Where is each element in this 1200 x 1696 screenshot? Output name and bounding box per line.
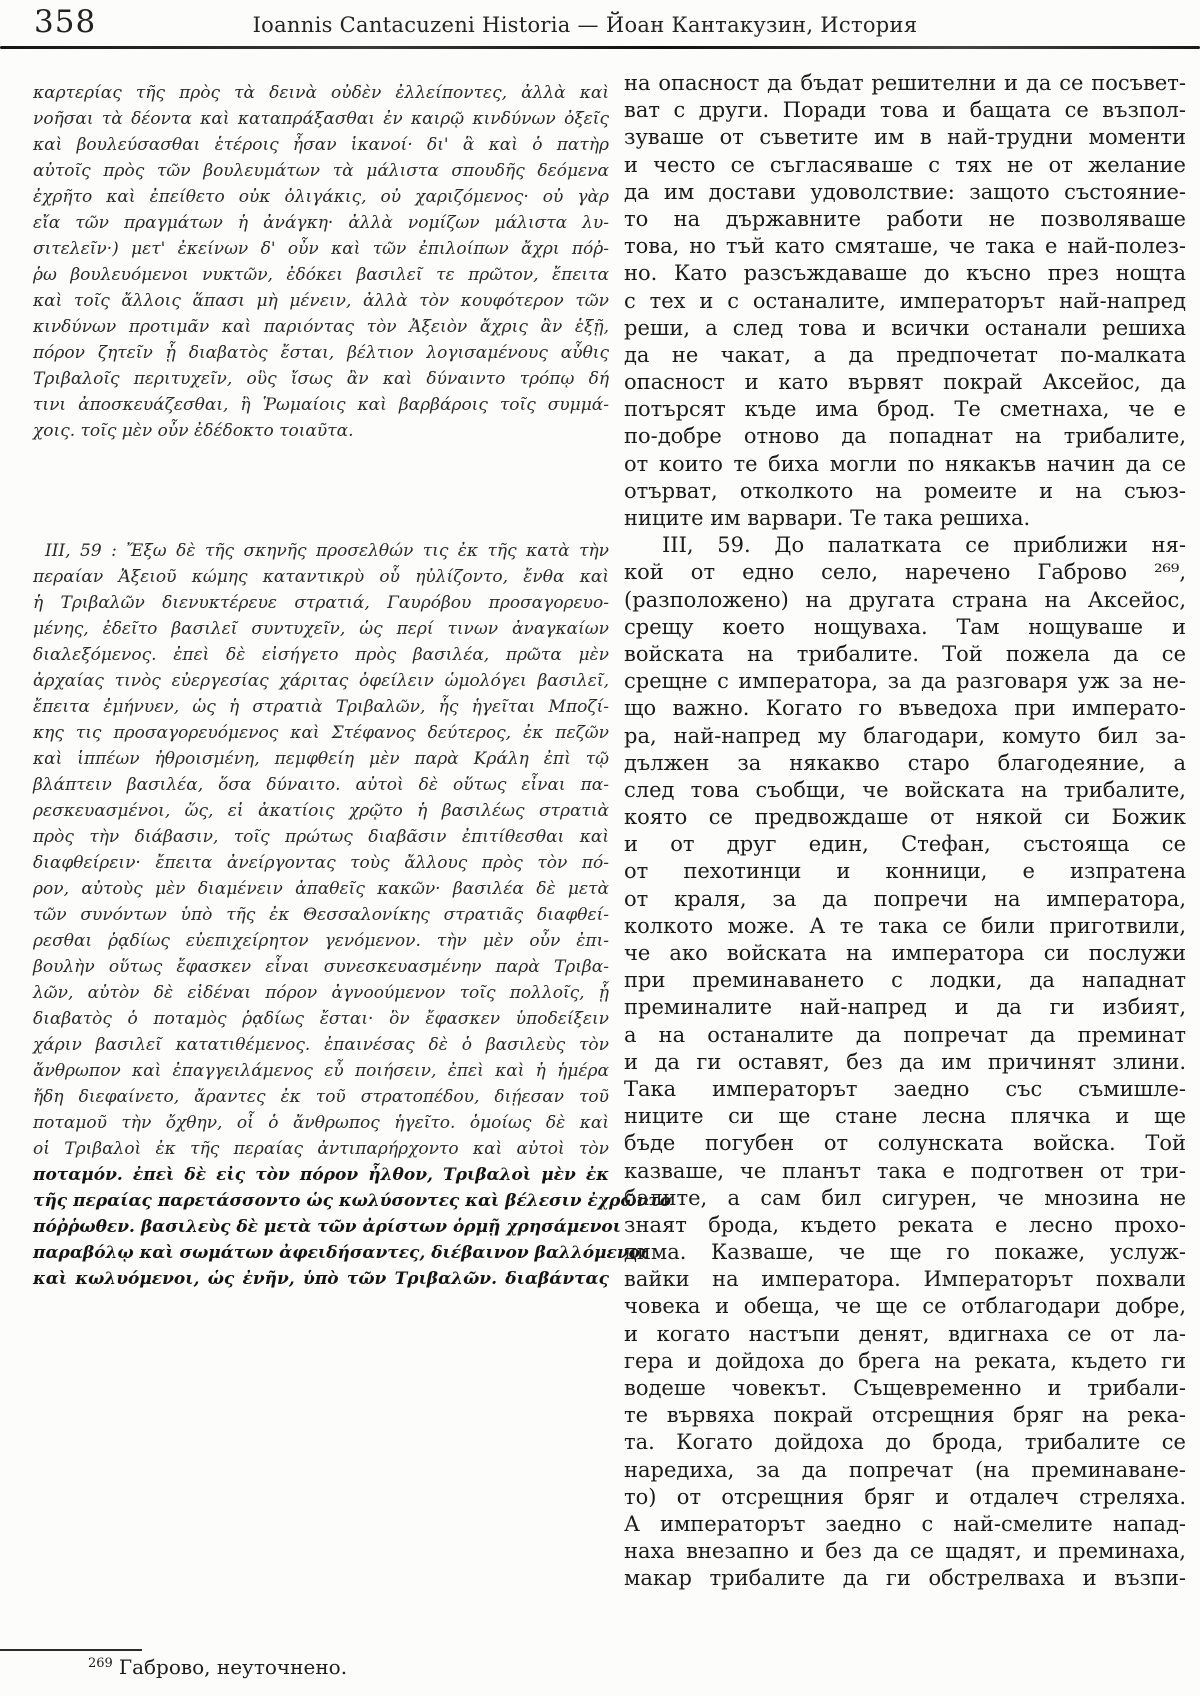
text-line: ниците си ще стане лесна плячка и ще (624, 1104, 1186, 1129)
text-line: ποταμοῦ τὴν ὄχθην, οἷ ὁ ἄνθρωπος ἡγεῖτο. ὁμοίως δὲ καὶ (33, 1113, 609, 1133)
text-line: опасност и като вървят покрай Аксейос, да (624, 370, 1186, 395)
page-number: 358 (34, 4, 97, 40)
bulgarian-text-column (624, 70, 1186, 1593)
text-line: πόρον ζητεῖν ᾗ διαβατὸς ἔσται, βέλτιον λογισαμένους αὖθις (33, 343, 609, 363)
text-line: χοις. τοῖς μὲν οὖν ἐδέδοκτο τοιαῦτα. (33, 421, 354, 441)
greek-text-column (33, 80, 672, 1292)
footnote-marker: 269 (88, 1656, 113, 1671)
text-line: Така императорът заедно със съмишле- (624, 1076, 1186, 1101)
text-line: ἡ Τριβαλῶν διενυκτέρευε στρατιά, Γαυρόβου προσαγορευο- (33, 593, 609, 613)
text-line: но. Като разсъждаваше до късно през нощта (624, 261, 1186, 286)
text-line: αὐτοῖς πρὸς τῶν βουλευμάτων τὰ μάλιστα σπουδῆς δεόμενα (33, 161, 609, 181)
text-line: (разположено) на другата страна на Аксейос, (624, 587, 1186, 612)
text-line: то на държавните работи не позволяваше (624, 206, 1186, 231)
bulgarian-paragraph-continuation (624, 70, 1186, 532)
text-line: вайки на императора. Императорът похвали (624, 1267, 1186, 1292)
text-line: която се предвождаше от някой си Божик (624, 805, 1186, 830)
text-line: χάριν βασιλεῖ κατατιθέμενος. ἐπαινέσας δὲ ὁ βασιλεὺς τὸν (33, 1035, 609, 1055)
text-line: от пехотинци и конници, е изпратена (624, 859, 1186, 884)
text-line: ἔπειτα ἐμήνυεν, ὡς ἡ στρατιὰ Τριβαλῶν, ἧς ἡγεῖται Μποζί- (33, 697, 609, 717)
text-line: ἀρχαίας τινὸς εὐεργεσίας χάριτας ὀφείλειν ὡμολόγει βασιλεῖ, (33, 671, 609, 691)
greek-paragraph-continuation (33, 80, 609, 444)
text-line: те вървяха покрай отсрещния бряг на река- (624, 1403, 1186, 1428)
text-line: ποταμόν. ἐπεὶ δὲ εἰς τὸν πόρον ἦλθον, Τριβαλοὶ μὲν ἐκ (33, 1165, 609, 1185)
text-line: водеше човекът. Същевременно и трибали- (624, 1376, 1186, 1400)
text-line: и когато настъпи денят, вдигнаха се от ла- (624, 1321, 1186, 1346)
text-line: знаят брода, където реката е лесно прохо- (624, 1212, 1186, 1237)
text-line: ἄνθρωπον καὶ ἐπαγγειλάμενος εὖ ποιήσειν, ἐπεὶ καὶ ἡ ἡμέρα (33, 1061, 609, 1081)
text-line: βλάπτειν βασιλέα, ὅσα δύναιτο. αὐτοὶ δὲ οὕτως εἶναι πα- (33, 775, 609, 795)
text-line: ρον, αὐτοὺς μὲν διαμένειν ἀπαθεῖς κακῶν· βασιλέα δὲ μετὰ (33, 879, 609, 899)
text-line: πρὸς τὴν διάβασιν, τοῖς πρώτως διαβᾶσιν ἐπιτίθεσθαι καὶ (33, 827, 609, 847)
text-line: балите, а сам бил сигурен, че мнозина не (624, 1185, 1186, 1210)
text-line: τῆς περαίας παρετάσσοντο ὡς κωλύσοντες καὶ βέλεσιν ἐχρῶντο (33, 1191, 672, 1211)
text-line: потърсят къде има брод. Те сметнаха, че е (624, 397, 1186, 422)
text-line: κινδύνων προτιμᾶν καὶ παριόντας τὸν Ἀξειὸν ἄχρις ἂν ἑξῇ, (33, 317, 609, 337)
text-line: че ако войската на императора си послужи (624, 941, 1186, 965)
text-line: καὶ τοῖς ἄλλοις ἅπασι μὴ μένειν, ἀλλὰ τὸν κουφότερον τῶν (33, 291, 609, 311)
text-line: ῥω βουλευόμενοι νυκτῶν, ἐδόκει βασιλεῖ τε πρῶτον, ἔπειτα (33, 265, 609, 285)
text-line: А императорът заедно с най-смелите напад- (624, 1511, 1186, 1536)
text-line: наха внезапно и без да се щадят, и преминаха, (624, 1539, 1186, 1564)
text-line: бъде погубен от солунската войска. Той (624, 1131, 1186, 1156)
text-line: βουλὴν οὕτως ἔφασκεν εἶναι συνεσκευασμένην παρὰ Τριβα- (33, 957, 609, 977)
text-line: παραβόλῳ καὶ σωμάτων ἀφειδήσαντες, διέβαινον βαλλόμενοι (33, 1243, 649, 1263)
text-line: при преминаването с лодки, да нападнат (624, 968, 1186, 993)
text-line: по-добре отново да попаднат на трибалите, (624, 424, 1186, 449)
bulgarian-paragraph-iii-59 (624, 532, 1186, 1592)
text-line: ρεσθαι ῥᾳδίως εὐεπιχείρητον γενόμενον. τὴν μὲν οὖν ἐπι- (33, 931, 609, 951)
text-line: реши, а след това и всички останали решиха (624, 315, 1186, 340)
text-line: καὶ κωλυόμενοι, ὡς ἐνῆν, ὑπὸ τῶν Τριβαλῶν. διαβάντας (33, 1269, 609, 1289)
text-line: καρτερίας τῆς πρὸς τὰ δεινὰ οὐδὲν ἐλλείποντες, ἀλλὰ καὶ (33, 83, 609, 103)
text-line: кой от едно село, наречено Габрово ²⁶⁹, (624, 560, 1186, 585)
text-line: войската на трибалите. Той пожела да се (624, 641, 1186, 666)
text-line: и от друг един, Стефан, състояща се (624, 832, 1186, 857)
text-line: περαίαν Ἀξειοῦ κώμης καταντικρὺ οὗ ηὐλίζοντο, ἔνθα καὶ (33, 567, 609, 587)
text-line: τῶν συνόντων ὑπὸ τῆς ἐκ Θεσσαλονίκης στρατιᾶς διαφθεί- (33, 905, 609, 925)
text-line: III, 59 : Ἔξω δὲ τῆς σκηνῆς προσελθών τις ἐκ τῆς κατὰ τὴν (45, 541, 609, 561)
footnote-rule (0, 1649, 142, 1651)
text-line: от краля, за да попречи на императора, (624, 886, 1186, 911)
text-line: наредиха, за да попречат (на преминаване- (624, 1457, 1186, 1482)
text-line: κης τις προσαγορευόμενος καὶ Στέφανος δεύτερος, ἐκ πεζῶν (33, 723, 609, 743)
text-line: дима. Казваше, че ще го покаже, услуж- (624, 1240, 1186, 1265)
text-line: εἴα τῶν πραγμάτων ἡ ἀνάγκη· ἀλλὰ νομίζων μάλιστα λυ- (33, 213, 609, 233)
text-line: дължен за някакво старо благодеяние, а (624, 750, 1186, 775)
text-line: а на останалите да попречат да преминат (624, 1022, 1186, 1047)
text-line: колкото може. А те така се били приготвили, (624, 913, 1186, 938)
text-line: οἱ Τριβαλοὶ ἐκ τῆς περαίας ἀντιπαρήρχοντο καὶ αὐτοὶ τὸν (33, 1139, 609, 1159)
text-line: и често се съгласяваше с тях не от желание (624, 152, 1186, 177)
text-line: διαβατὸς ὁ ποταμὸς ῥᾳδίως ἔσται· ὃν ἔφασκεν ὑποδείξειν (33, 1009, 609, 1029)
text-line: това, но тъй като смяташе, че така е най-полез- (624, 234, 1186, 259)
text-line: човека и обеща, че ще се отблагодари добре, (624, 1294, 1186, 1319)
text-line: срещне с императора, за да разговаря уж за не- (624, 669, 1186, 694)
text-line: διαφθείρειν· ἔπειτα ἀνείργοντας τοὺς ἄλλους πρὸς τὸν πό- (33, 853, 609, 873)
running-header-title: Ioannis Cantacuzeni Historia — Йоан Кантакузин, История (252, 13, 918, 37)
text-line: διαλεξόμενος. ἐπεὶ δὲ εἰσήγετο πρὸς βασιλέα, πρῶτα μὲν (33, 645, 609, 665)
footnote-text: Габрово, неуточнено. (118, 1655, 348, 1679)
text-line: макар трибалите да ги обстрелваха и възпи- (624, 1566, 1186, 1591)
text-line: зуваше от съветите им в най-трудни моменти (624, 125, 1186, 150)
text-line: срещу което нощуваха. Там нощуваше и (624, 614, 1186, 639)
greek-paragraph-iii-59 (33, 538, 672, 1292)
text-line: то) от отсрещния бряг и отдалеч стреляха. (624, 1484, 1186, 1509)
text-line: и да ги оставят, без да им причинят злини. (624, 1049, 1186, 1074)
text-line: ниците им варвари. Те така решиха. (624, 506, 1031, 530)
text-line: гера и дойдоха до брега на реката, където ги (624, 1348, 1186, 1373)
text-line: λῶν, αὐτὸν δὲ εἰδέναι πόρον ἀγνοούμενον τοῖς πολλοῖς, ᾗ (33, 983, 609, 1003)
text-line: с тех и с останалите, императорът най-напред (624, 288, 1186, 313)
text-line: ἤδη διεφαίνετο, ἄραντες ἐκ τοῦ στρατοπέδου, διῄεσαν τοῦ (33, 1087, 609, 1107)
text-line: Τριβαλοῖς περιτυχεῖν, οὓς ἴσως ἂν καὶ δύναιντο τρόπῳ δή (33, 369, 609, 389)
text-line: ват с други. Поради това и бащата се възпол- (624, 98, 1186, 123)
text-line: след това съобщи, че войската на трибалите, (624, 777, 1186, 802)
text-line: καὶ βουλεύσασθαι ἑτέροις ἦσαν ἱκανοί· δι' ἃ καὶ ὁ πατὴρ (33, 135, 609, 155)
text-line: καὶ ἱππέων ἠθροισμένη, πεμφθείη μὲν παρὰ Κράλη ἐπὶ τῷ (33, 749, 609, 769)
text-line: μένης, ἐδεῖτο βασιλεῖ συντυχεῖν, ὡς περί τινων ἀναγκαίων (33, 619, 609, 639)
text-line: от които те биха могли по някакъв начин да се (624, 451, 1186, 476)
text-line: отърват, отколкото на ромеите и на съюз- (624, 478, 1186, 503)
text-line: на опасност да бъдат решителни и да се посъвет- (624, 71, 1186, 95)
text-line: τινι ἀποσκευάζεσθαι, ἢ Ῥωμαίοις καὶ βαρβάροις τοῖς συμμά- (33, 395, 609, 415)
text-line: πόῤῥωθεν. βασιλεὺς δὲ μετὰ τῶν ἀρίστων ὁρμῇ χρησάμενοι (33, 1217, 621, 1237)
text-line: да им достави удоволствие: защото състояние- (624, 179, 1186, 204)
text-line: казваше, че планът така е подготвен от три- (624, 1158, 1186, 1183)
text-line: та. Когато дойдоха до брода, трибалите се (624, 1430, 1186, 1455)
text-line: σιτελεῖν·) μετ' ἐκείνων δ' οὖν καὶ τῶν ἐπιλοίπων ἄχρι πόῤ- (33, 239, 609, 259)
text-line: преминалите най-напред и да ги избият, (624, 995, 1186, 1020)
text-line: ра, най-напред му благодари, комуто бил за- (624, 723, 1186, 748)
text-line: III, 59. До палатката се приближи ня- (662, 533, 1186, 558)
text-line: ἐχρῆτο καὶ ἐπείθετο οὐκ ὀλιγάκις, οὐ χαριζόμενος· οὐ γὰρ (33, 187, 609, 207)
text-line: ρεσκευασμένοι, ὥς, εἰ ἀκατίοις χρῷτο ἡ βασιλέως στρατιὰ (33, 801, 609, 821)
text-line: νοῆσαι τὰ δέοντα καὶ καταπράξασθαι ἐν καιρῷ κινδύνων ὀξεῖς (33, 109, 609, 129)
text-line: що важно. Когато го въведоха при императо- (624, 696, 1186, 721)
header-rule (0, 46, 1200, 49)
footnote (88, 1655, 347, 1679)
text-line: да не чакат, а да предпочетат по-малката (624, 342, 1186, 367)
